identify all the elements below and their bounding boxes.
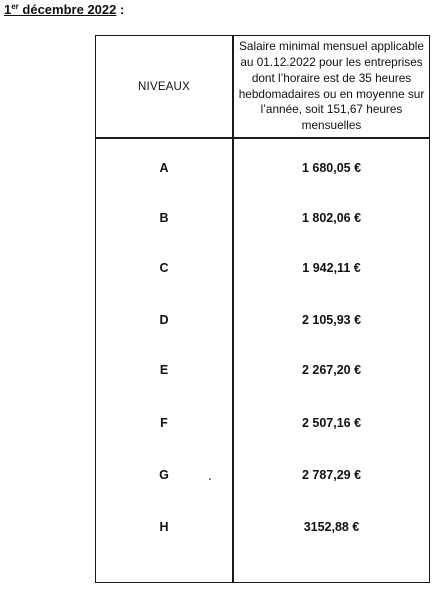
amount-cell: 1 942,11 € [302, 261, 361, 275]
table-row [96, 258, 429, 278]
table-row [96, 413, 429, 433]
heading-colon: : [116, 2, 125, 17]
level-cell: H [159, 520, 169, 534]
amount-cell: 2 267,20 € [301, 363, 362, 377]
level-cell: C [159, 261, 169, 275]
scan-speck [209, 478, 211, 480]
amount-cell: 2 507,16 € [301, 416, 362, 430]
header-divider [96, 137, 429, 139]
heading-date [4, 2, 116, 17]
levels-column-header: NIVEAUX [138, 80, 190, 93]
table-row [96, 360, 429, 380]
amount-cell: 2 787,29 € [301, 468, 362, 482]
amount-cell: 1 680,05 € [301, 161, 362, 175]
salary-column-header: Salaire minimal mensuel applicable au 01.12.2022 pour les entreprises dont l’horaire est de 35 heures hebdomadaires ou en moyenne sur l’année, soit 151,67 heures mensuelles [238, 39, 425, 133]
table-row [96, 208, 429, 228]
heading-month-year: décembre 2022 [18, 2, 117, 17]
page-heading [4, 2, 124, 17]
level-cell: G [159, 468, 169, 482]
salary-table [95, 35, 430, 583]
level-cell: B [159, 211, 169, 225]
table-row [96, 310, 429, 330]
level-cell: D [159, 313, 169, 327]
amount-cell: 1 802,06 € [301, 211, 362, 225]
table-row [96, 517, 429, 537]
level-cell: F [160, 416, 168, 430]
level-cell: E [159, 363, 169, 377]
table-row [96, 158, 429, 178]
amount-cell: 3152,88 € [303, 520, 360, 534]
heading-day: 1 [4, 2, 12, 17]
amount-cell: 2 105,93 € [301, 313, 362, 327]
heading-superscript: er [11, 2, 19, 11]
level-cell: A [159, 161, 169, 175]
table-row [96, 465, 429, 485]
